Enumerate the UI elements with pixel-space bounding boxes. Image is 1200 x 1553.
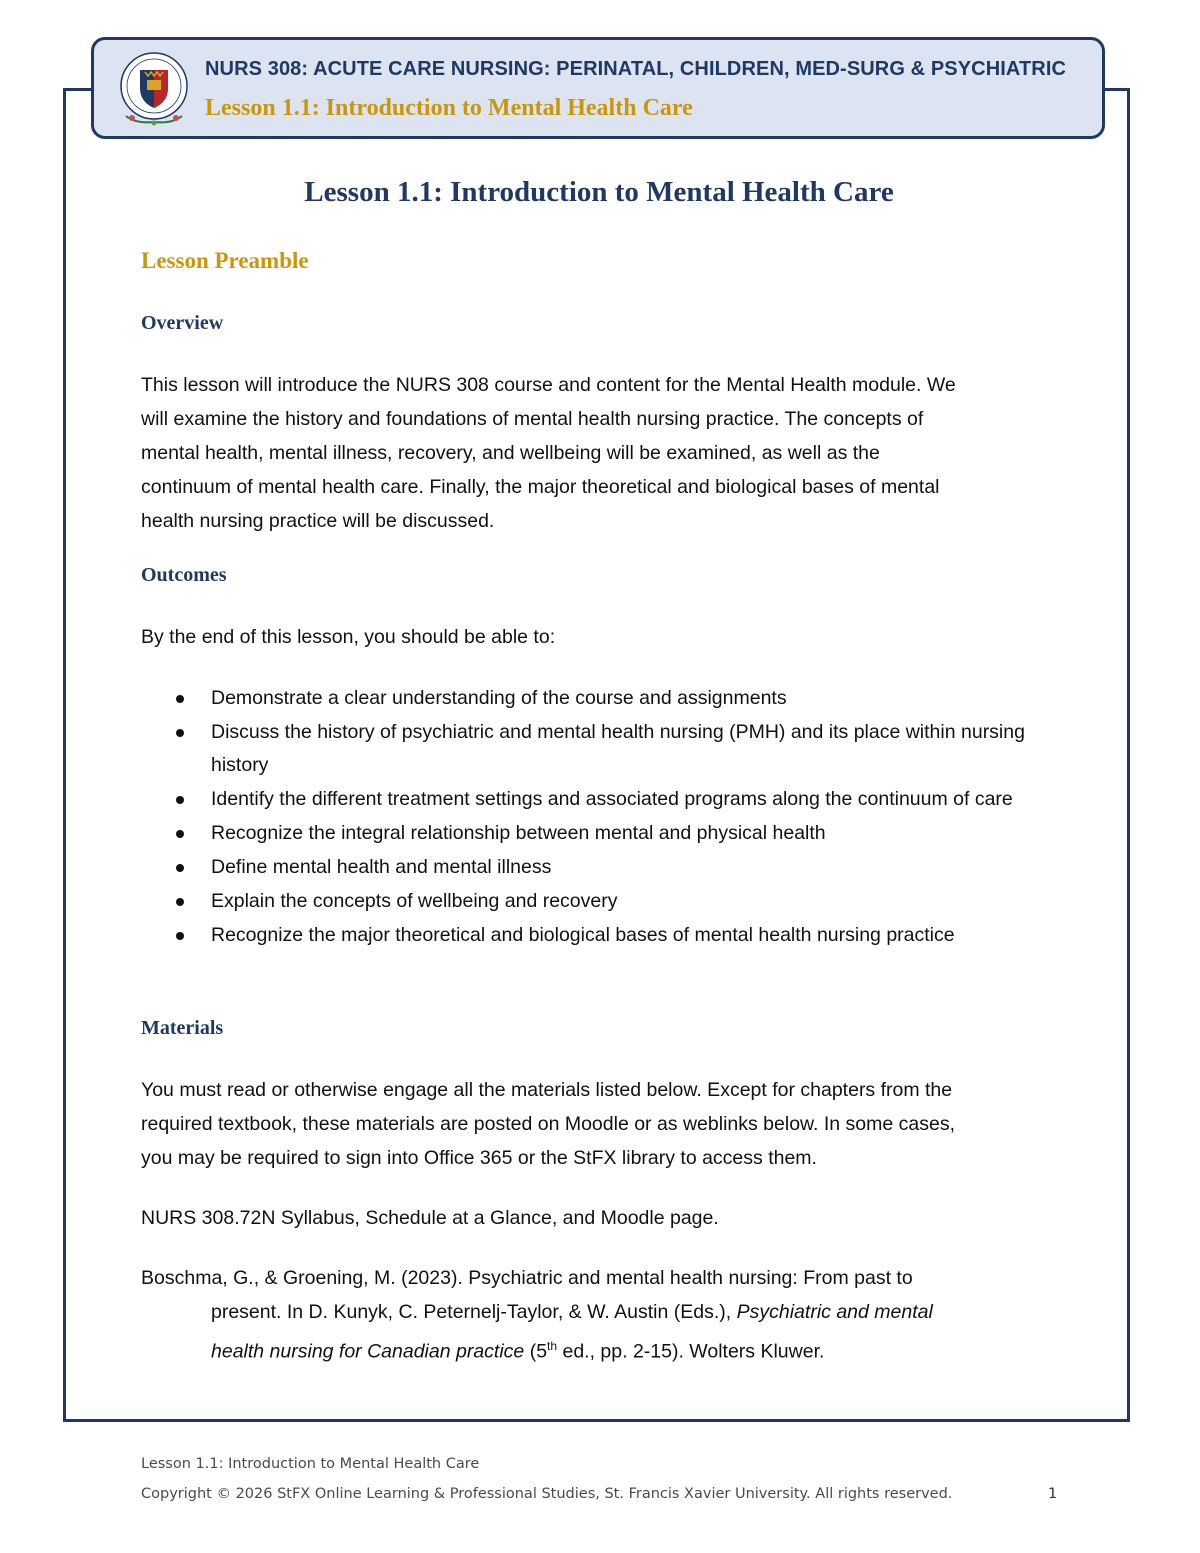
overview-paragraph — [141, 368, 1061, 538]
outcome-text: Identify the different treatment settings and associated programs along the continuum of care — [211, 788, 1013, 810]
list-item — [141, 851, 1061, 884]
bullet-icon — [176, 695, 184, 703]
list-item — [141, 783, 1061, 816]
outcome-text: Recognize the major theoretical and biological bases of mental health nursing practice — [211, 924, 955, 946]
reference-text: present. In D. Kunyk, C. Peternelj-Taylor, & W. Austin (Eds.), — [211, 1301, 732, 1323]
university-crest-icon — [114, 50, 194, 130]
overview-line: mental health, mental illness, recovery, and wellbeing will be examined, as well as the — [141, 442, 880, 464]
preamble-heading: Lesson Preamble — [141, 248, 309, 273]
outcomes-heading: Outcomes — [141, 564, 227, 586]
footer-lesson: Lesson 1.1: Introduction to Mental Health Care — [141, 1456, 480, 1472]
materials-line: you may be required to sign into Office 365 or the StFX library to access them. — [141, 1147, 817, 1169]
outcomes-intro — [141, 620, 1061, 654]
page-title: Lesson 1.1: Introduction to Mental Health Care — [304, 176, 894, 208]
outcome-text: Define mental health and mental illness — [211, 856, 552, 878]
bullet-icon — [176, 898, 184, 906]
list-item — [141, 682, 1061, 715]
overview-line: This lesson will introduce the NURS 308 course and content for the Mental Health module. We — [141, 374, 956, 396]
outcome-text: Demonstrate a clear understanding of the course and assignments — [211, 687, 787, 709]
outcome-text: Recognize the integral relationship between mental and physical health — [211, 822, 826, 844]
syllabus-reference — [141, 1201, 1061, 1235]
reference-text: (5 — [529, 1340, 548, 1363]
overview-heading: Overview — [141, 312, 224, 334]
bullet-icon — [176, 864, 184, 872]
syllabus-line: NURS 308.72N Syllabus, Schedule at a Glance, and Moodle page. — [141, 1207, 719, 1229]
page-number: 1 — [1048, 1486, 1058, 1502]
bullet-icon — [176, 830, 184, 838]
materials-line: required textbook, these materials are posted on Moodle or as weblinks below. In some cases, — [141, 1113, 956, 1135]
list-item — [141, 817, 1061, 850]
reference-text: ed., pp. 2-15). Wolters Kluwer. — [562, 1340, 825, 1363]
list-item — [141, 885, 1061, 918]
outcomes-intro-text: By the end of this lesson, you should be able to: — [141, 626, 556, 648]
overview-line: will examine the history and foundations of mental health nursing practice. The concepts of — [141, 408, 924, 430]
outcomes-list — [141, 682, 1061, 953]
reference-line — [141, 1295, 1041, 1329]
list-item — [141, 716, 1051, 782]
reference-book-title: Psychiatric and mental — [736, 1301, 933, 1323]
course-banner — [91, 37, 1105, 139]
banner-lesson-title: Lesson 1.1: Introduction to Mental Health Care — [205, 95, 693, 121]
reference-line — [141, 1329, 1041, 1369]
materials-line: You must read or otherwise engage all the materials listed below. Except for chapters from the — [141, 1079, 953, 1101]
materials-heading: Materials — [141, 1017, 224, 1039]
list-item — [141, 919, 1061, 952]
reference-superscript: th — [547, 1339, 558, 1353]
outcome-text: Discuss the history of psychiatric and mental health nursing (PMH) and its place within nursing history — [211, 721, 1025, 776]
bullet-icon — [176, 932, 184, 940]
bullet-icon — [176, 729, 184, 737]
footer-copyright: Copyright © 2026 StFX Online Learning & Professional Studies, St. Francis Xavier University. All rights reserved. — [141, 1486, 953, 1502]
outcome-text: Explain the concepts of wellbeing and recovery — [211, 890, 618, 912]
reference-line: Boschma, G., & Groening, M. (2023). Psychiatric and mental health nursing: From past to — [141, 1267, 913, 1289]
reference-book-title: health nursing for Canadian practice — [211, 1340, 525, 1363]
course-title: NURS 308: ACUTE CARE NURSING: PERINATAL, CHILDREN, MED-SURG & PSYCHIATRIC — [205, 58, 1067, 80]
overview-line: continuum of mental health care. Finally, the major theoretical and biological bases of mental — [141, 476, 940, 498]
bullet-icon — [176, 796, 184, 804]
materials-paragraph — [141, 1073, 1061, 1175]
textbook-reference — [141, 1261, 1041, 1369]
overview-line: health nursing practice will be discussed. — [141, 510, 495, 532]
